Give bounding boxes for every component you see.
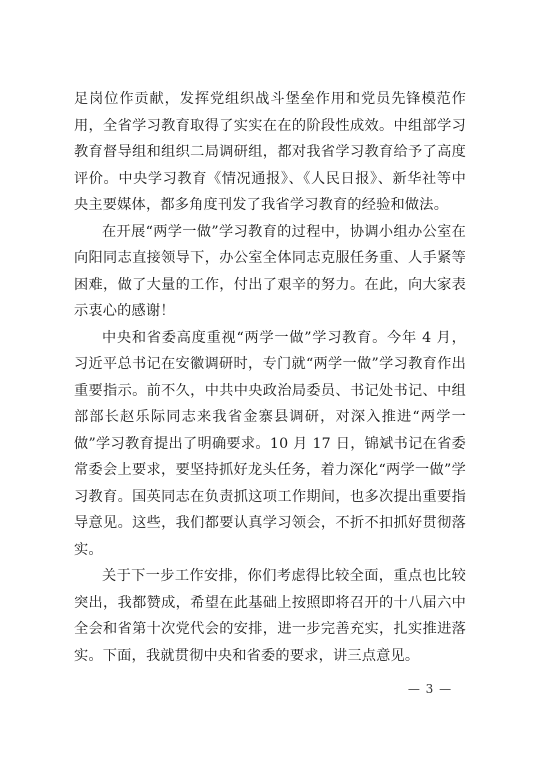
paragraph-2: 在开展“两学一做”学习教育的过程中，协调小组办公室在向阳同志直接领导下，办公室全体同志克服任务重、人手紧等困难，做了大量的工作，付出了艰辛的努力。在此，向大家表示衷心的感谢！ bbox=[74, 223, 466, 319]
paragraph-4: 关于下一步工作安排，你们考虑得比较全面，重点也比较突出，我都赞成，希望在此基础上按照即将召开的十八届六中全会和省第十次党代会的安排，进一步完善充实，扎实推进落实。下面，我就贯彻中央和省委的要求，讲三点意见。 bbox=[74, 568, 466, 664]
document-body bbox=[74, 86, 466, 669]
page-number: — 3 — bbox=[407, 682, 453, 696]
paragraph-3: 中央和省委高度重视“两学一做”学习教育。今年 4 月，习近平总书记在安徽调研时，专门就“两学一做”学习教育作出重要指示。前不久，中共中央政治局委员、书记处书记、中组部部长赵乐际同志来我省金寨县调研，对深入推进“两学一做”学习教育提出了明确要求。10 月 17 日，锦斌书记在省委常委会上要求，要坚持抓好龙头任务，着力深化“两学一做”学习教育。国英同志在负责抓这项工作期间，也多次提出重要指导意见。这些，我们都要认真学习领会，不折不扣抓好贯彻落实。 bbox=[74, 329, 466, 558]
paragraph-1: 足岗位作贡献，发挥党组织战斗堡垒作用和党员先锋模范作用，全省学习教育取得了实实在在的阶段性成效。中组部学习教育督导组和组织二局调研组，都对我省学习教育给予了高度评价。中央学习教育《情况通报》、《人民日报》、新华社等中央主要媒体，都多角度刊发了我省学习教育的经验和做法。 bbox=[74, 91, 466, 213]
